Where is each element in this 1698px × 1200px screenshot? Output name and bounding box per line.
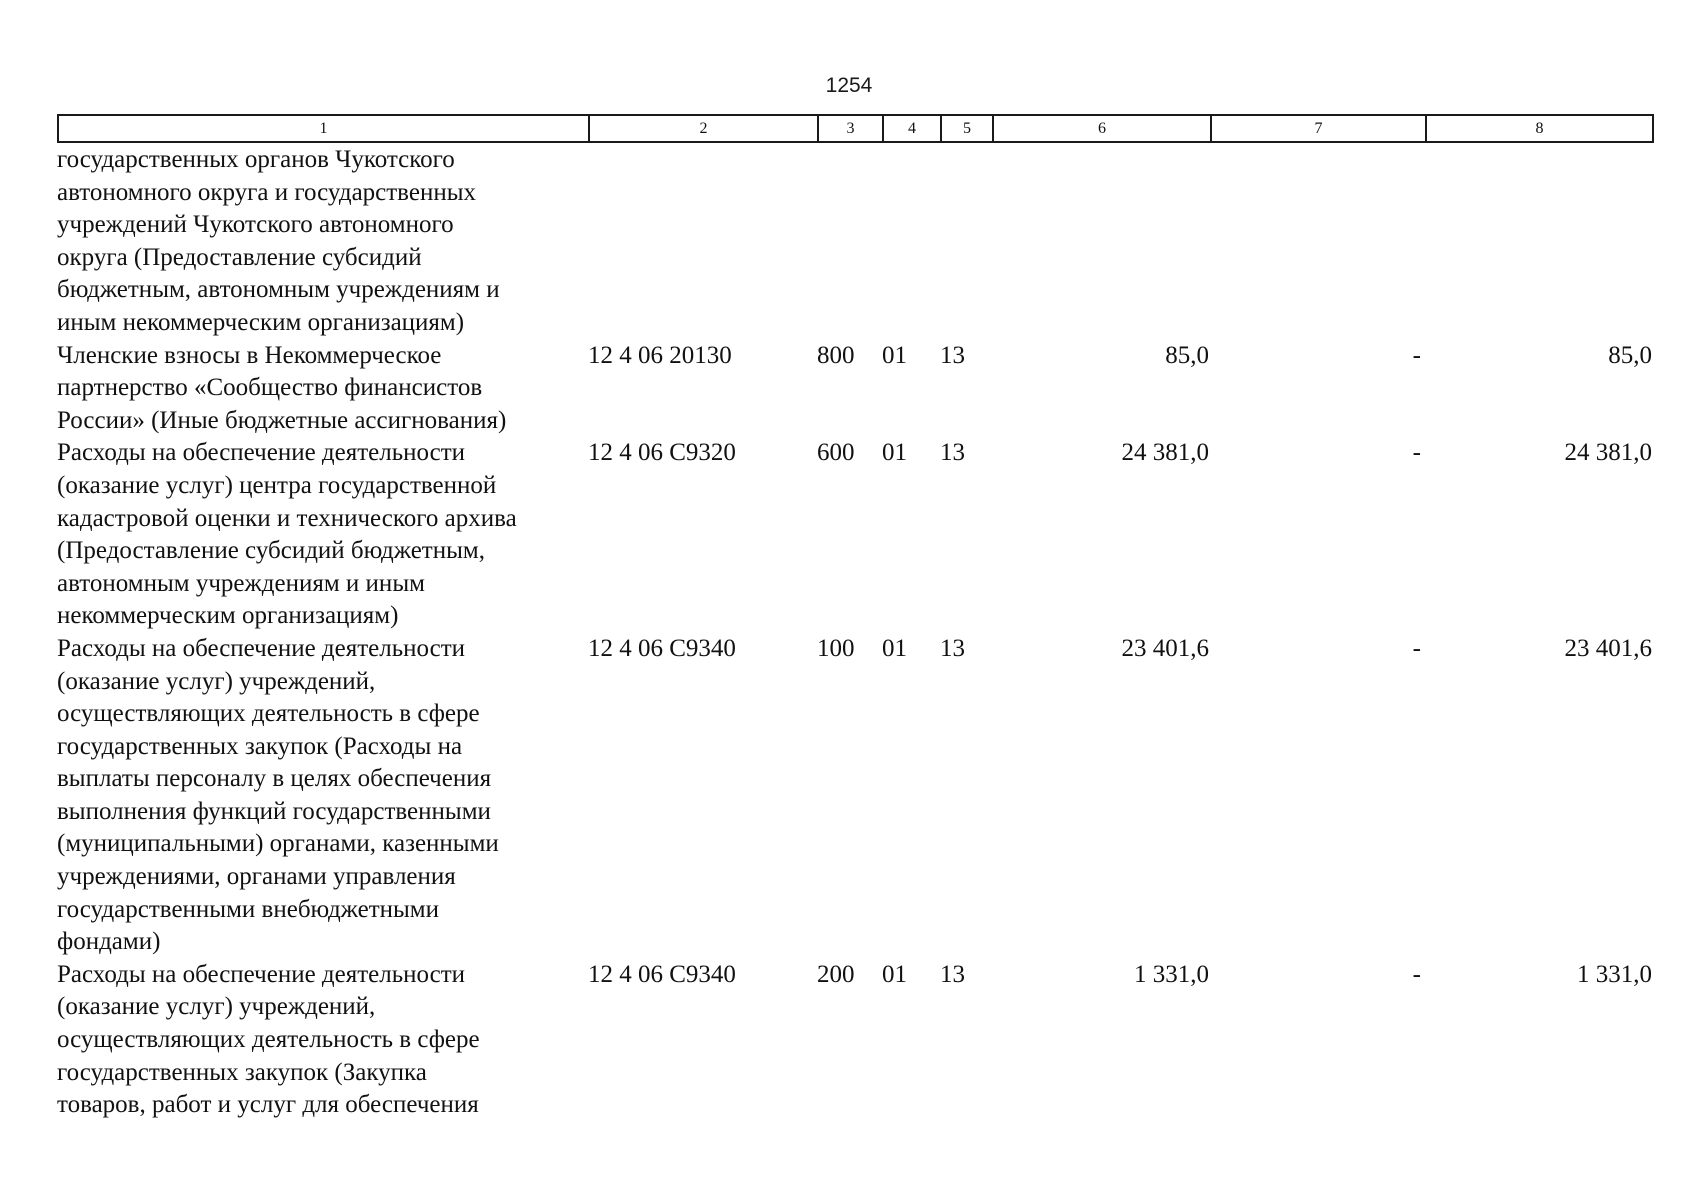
row-section: 01 — [882, 439, 907, 467]
table-row — [57, 437, 1652, 633]
row-subsection: 13 — [940, 439, 965, 467]
description-line: (муниципальными) органами, казенными — [57, 830, 499, 858]
table-row — [57, 340, 1652, 438]
row-amount — [992, 144, 1210, 340]
description-line: округа (Предоставление субсидий — [57, 243, 422, 271]
row-change: - — [1412, 634, 1421, 662]
header-col-4: 4 — [883, 115, 941, 142]
row-expense-type: 100 — [817, 634, 855, 662]
header-col-8: 8 — [1426, 115, 1653, 142]
row-total: 23 401,6 — [1564, 634, 1652, 662]
header-col-5: 5 — [941, 115, 993, 142]
description-line: учреждениями, органами управления — [57, 863, 456, 891]
row-target-article-code: 12 4 06 С9340 — [588, 634, 736, 662]
header-col-7: 7 — [1211, 115, 1426, 142]
page-number: 1254 — [825, 74, 873, 97]
row-expense-type: 200 — [817, 960, 855, 988]
description-line: государственных органов Чукотского — [57, 146, 455, 173]
description-line: выплаты персоналу в целях обеспечения — [57, 765, 492, 793]
description-line: иным некоммерческим организациям) — [57, 308, 465, 336]
description-line: Членские взносы в Некоммерческое — [57, 341, 442, 369]
row-description — [57, 144, 588, 340]
table-row — [57, 633, 1652, 959]
row-subsection: 13 — [940, 341, 965, 369]
description-line: Расходы на обеспечение деятельности — [57, 960, 466, 988]
budget-table-body — [57, 144, 1652, 1122]
row-total: 1 331,0 — [1577, 960, 1652, 988]
description-line: государственных закупок (Закупка — [57, 1058, 427, 1086]
row-target-article-code: 12 4 06 20130 — [588, 341, 732, 369]
header-col-3: 3 — [818, 115, 883, 142]
description-line: государственных закупок (Расходы на — [57, 732, 463, 760]
description-line: России» (Иные бюджетные ассигнования) — [57, 406, 507, 434]
description-line: бюджетным, автономным учреждениям и — [57, 276, 500, 304]
description-line: фондами) — [57, 928, 161, 956]
description-line: некоммерческим организациям) — [57, 602, 399, 630]
description-line: (оказание услуг) центра государственной — [57, 471, 497, 499]
row-expense-type — [817, 144, 882, 340]
row-amount: 23 401,6 — [1121, 634, 1209, 662]
row-description — [57, 633, 588, 959]
description-line: автономного округа и государственных — [57, 178, 476, 206]
row-amount: 24 381,0 — [1121, 439, 1209, 467]
row-total: 85,0 — [1608, 341, 1652, 369]
row-change — [1210, 144, 1425, 340]
row-target-article-code: 12 4 06 С9340 — [588, 960, 736, 988]
row-section: 01 — [882, 634, 907, 662]
description-line: товаров, работ и услуг для обеспечения — [57, 1091, 479, 1119]
column-number-header — [57, 114, 1654, 143]
row-change: - — [1412, 439, 1421, 467]
description-line: осуществляющих деятельность в сфере — [57, 1026, 480, 1054]
description-line: кадастровой оценки и технического архива — [57, 504, 517, 532]
row-description — [57, 959, 588, 1122]
row-amount: 85,0 — [1165, 341, 1209, 369]
description-line: осуществляющих деятельность в сфере — [57, 700, 480, 728]
row-subsection: 13 — [940, 634, 965, 662]
row-change: - — [1412, 341, 1421, 369]
description-line: (оказание услуг) учреждений, — [57, 993, 376, 1021]
description-line: выполнения функций государственными — [57, 797, 491, 825]
row-change: - — [1412, 960, 1421, 988]
description-line: учреждений Чукотского автономного — [57, 211, 454, 239]
description-line: (оказание услуг) учреждений, — [57, 667, 376, 695]
row-subsection: 13 — [940, 960, 965, 988]
description-line: (Предоставление субсидий бюджетным, — [57, 537, 485, 565]
row-section: 01 — [882, 341, 907, 369]
header-col-2: 2 — [589, 115, 818, 142]
header-col-1: 1 — [58, 115, 589, 142]
table-row — [57, 144, 1652, 340]
row-section — [882, 144, 940, 340]
description-line: государственными внебюджетными — [57, 895, 440, 923]
table-row — [57, 959, 1652, 1122]
row-target-article-code — [588, 144, 817, 340]
row-subsection — [940, 144, 992, 340]
row-amount: 1 331,0 — [1134, 960, 1209, 988]
row-expense-type: 600 — [817, 439, 855, 467]
row-description — [57, 340, 588, 438]
description-line: Расходы на обеспечение деятельности — [57, 634, 466, 662]
description-line: автономным учреждениям и иным — [57, 569, 425, 597]
row-total: 24 381,0 — [1564, 439, 1652, 467]
row-description — [57, 437, 588, 633]
row-expense-type: 800 — [817, 341, 855, 369]
row-total — [1425, 144, 1652, 340]
description-line: партнерство «Сообщество финансистов — [57, 374, 483, 402]
row-section: 01 — [882, 960, 907, 988]
header-col-6: 6 — [993, 115, 1211, 142]
description-line: Расходы на обеспечение деятельности — [57, 439, 466, 467]
row-target-article-code: 12 4 06 С9320 — [588, 439, 736, 467]
